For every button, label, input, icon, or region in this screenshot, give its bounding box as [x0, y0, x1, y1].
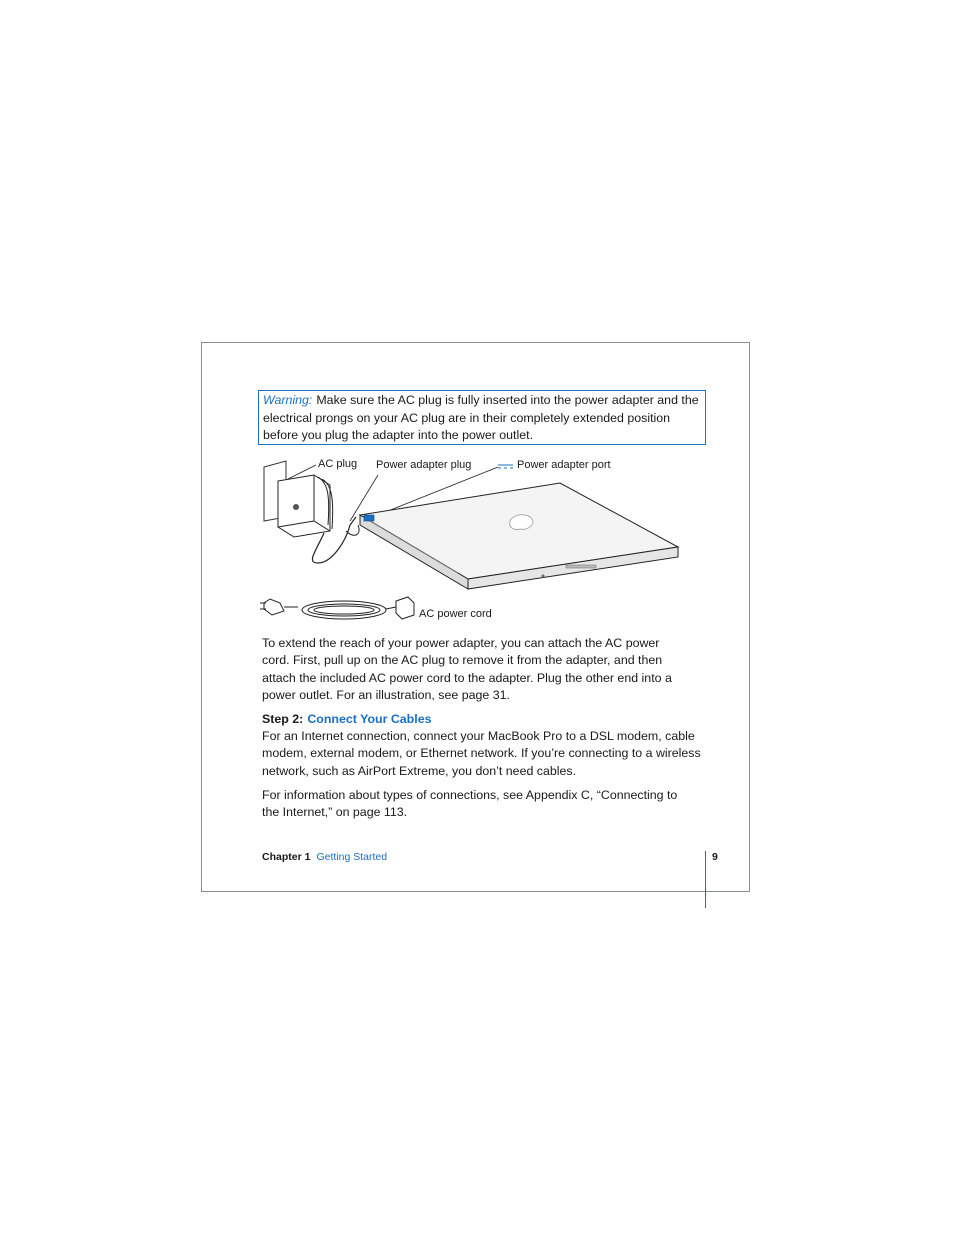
chapter-title: Getting Started: [316, 851, 388, 863]
callout-ac-plug: AC plug: [318, 458, 358, 470]
footer-rule: [705, 851, 706, 908]
extend-paragraph: To extend the reach of your power adapter, you can attach the AC power cord. First, pull up on the AC plug to remove it from the adapter, and then attach the included AC power cord to the adapter. Plug the other end into a power outlet. For an illustration, see page 31.: [262, 636, 672, 702]
step-title: Connect Your Cables: [307, 712, 432, 726]
step-heading: [262, 712, 431, 726]
callout-power-adapter-plug: Power adapter plug: [376, 459, 472, 471]
power-adapter-illustration: [258, 455, 698, 630]
warning-label: Warning:: [263, 393, 313, 407]
warning-box: [258, 390, 706, 445]
chapter-label: Chapter 1: [262, 851, 311, 863]
page-number: 9: [712, 851, 718, 863]
dc-power-icon: [498, 465, 513, 468]
power-adapter-port-highlight: [364, 515, 374, 521]
callout-ac-power-cord: AC power cord: [419, 608, 492, 620]
step-label: Step 2:: [262, 712, 304, 726]
info-paragraph: For information about types of connections, see Appendix C, “Connecting to the Internet,” on page 113.: [262, 788, 678, 820]
callout-power-adapter-port: Power adapter port: [517, 459, 611, 471]
warning-text: Make sure the AC plug is fully inserted into the power adapter and the electrical prongs on your AC plug are in their completely extended position before you plug the adapter into the power outlet.: [263, 393, 699, 442]
ac-power-cord: [260, 597, 414, 619]
footer-chapter: [262, 851, 387, 863]
internet-paragraph: For an Internet connection, connect your MacBook Pro to a DSL modem, cable modem, external modem, or Ethernet network. If you’re connecting to a wireless network, such as AirPort Extreme, you don’t need cables.: [262, 729, 701, 778]
laptop: [360, 483, 678, 589]
power-adapter: [278, 475, 333, 537]
